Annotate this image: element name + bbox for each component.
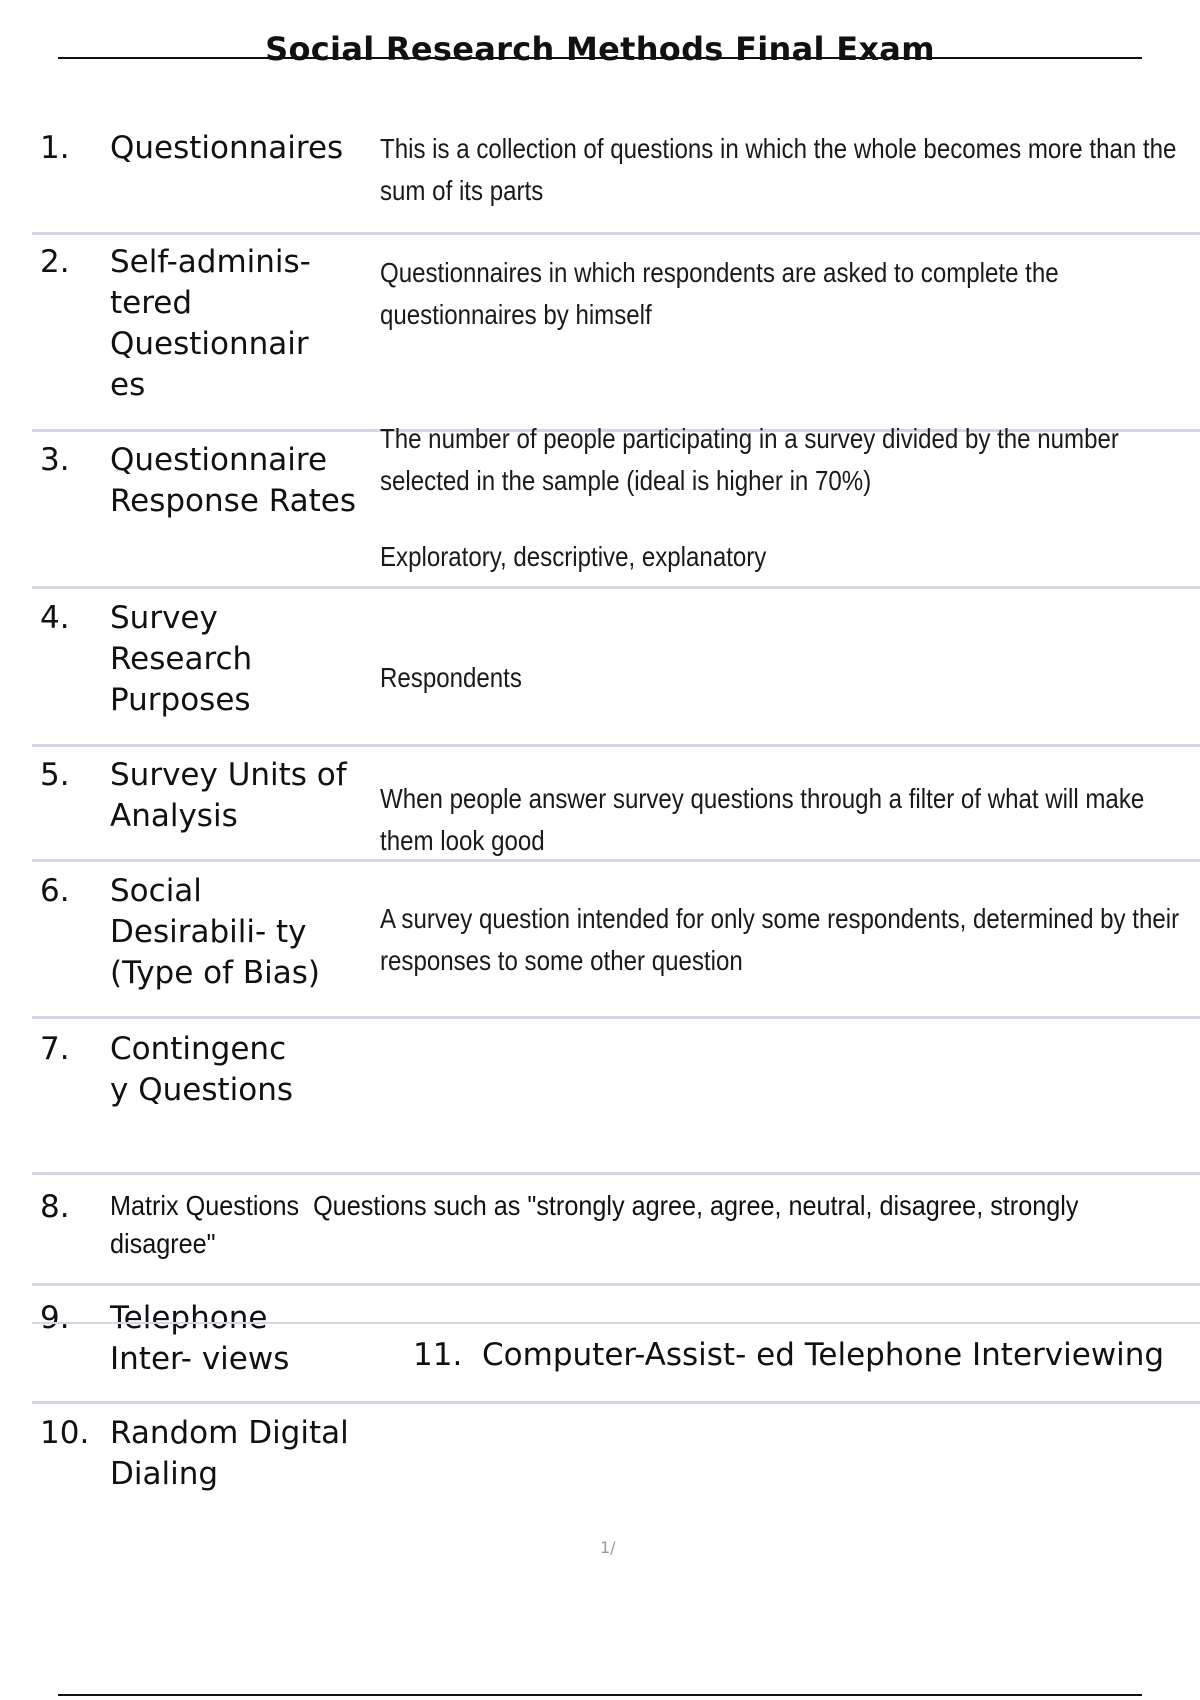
term: Questionnaires	[110, 130, 344, 166]
definition: When people answer survey questions through a filter of what will make them look good	[380, 783, 1145, 856]
term: Matrix Questions	[110, 1190, 300, 1221]
term: Self-adminis- tered Questionnair es	[110, 244, 311, 403]
definition: Respondents	[380, 662, 522, 693]
definition: Questions such as "strongly agree, agree, neutral, disagree, strongly disagree"	[110, 1190, 1079, 1259]
definition: This is a collection of questions in which the whole becomes more than the sum of its parts	[380, 133, 1177, 206]
row-number: 3.	[40, 442, 70, 478]
definition: Questionnaires in which respondents are asked to complete the questionnaires by himself	[380, 257, 1059, 330]
footer-rule	[58, 1694, 1142, 1696]
page-title: Social Research Methods Final Exam	[265, 30, 935, 68]
row-separator	[32, 1283, 1200, 1286]
row-11	[413, 1335, 1200, 1376]
definition: The number of people participating in a survey divided by the number selected in the sample (ideal is higher in 70%)	[380, 423, 1119, 496]
row-number: 4.	[40, 600, 70, 636]
row-number: 11.	[413, 1337, 463, 1373]
row-separator	[32, 859, 1200, 862]
row-separator	[32, 586, 1200, 589]
term: Contingenc y Questions	[110, 1031, 294, 1108]
row-number: 6.	[40, 873, 70, 909]
row-number: 7.	[40, 1031, 70, 1067]
term: Survey Research Purposes	[110, 600, 253, 718]
row-number: 9.	[40, 1300, 70, 1336]
term: Survey Units of Analysis	[110, 757, 347, 834]
definition: Exploratory, descriptive, explanatory	[380, 541, 767, 572]
definition: A survey question intended for only some respondents, determined by their responses to some other question	[380, 903, 1180, 976]
term: Random Digital Dialing	[110, 1415, 349, 1492]
page-number: 1/	[600, 1538, 616, 1557]
matrix-row-text	[110, 1187, 1181, 1263]
row-separator	[32, 1322, 1200, 1324]
row-separator	[32, 232, 1200, 235]
term: Telephone Inter- views	[110, 1300, 290, 1377]
row-number: 1.	[40, 130, 70, 166]
term: Questionnaire Response Rates	[110, 442, 356, 519]
row-separator	[32, 1401, 1200, 1404]
row-separator	[32, 1016, 1200, 1019]
row-separator	[32, 744, 1200, 747]
term: Computer-Assist- ed Telephone Interviewing	[482, 1337, 1165, 1373]
row-number: 2.	[40, 244, 70, 280]
row-number: 8.	[40, 1189, 70, 1225]
row-number: 5.	[40, 757, 70, 793]
term: Social Desirabili- ty (Type of Bias)	[110, 873, 321, 991]
row-number: 10.	[40, 1415, 90, 1451]
row-separator	[32, 1172, 1200, 1175]
